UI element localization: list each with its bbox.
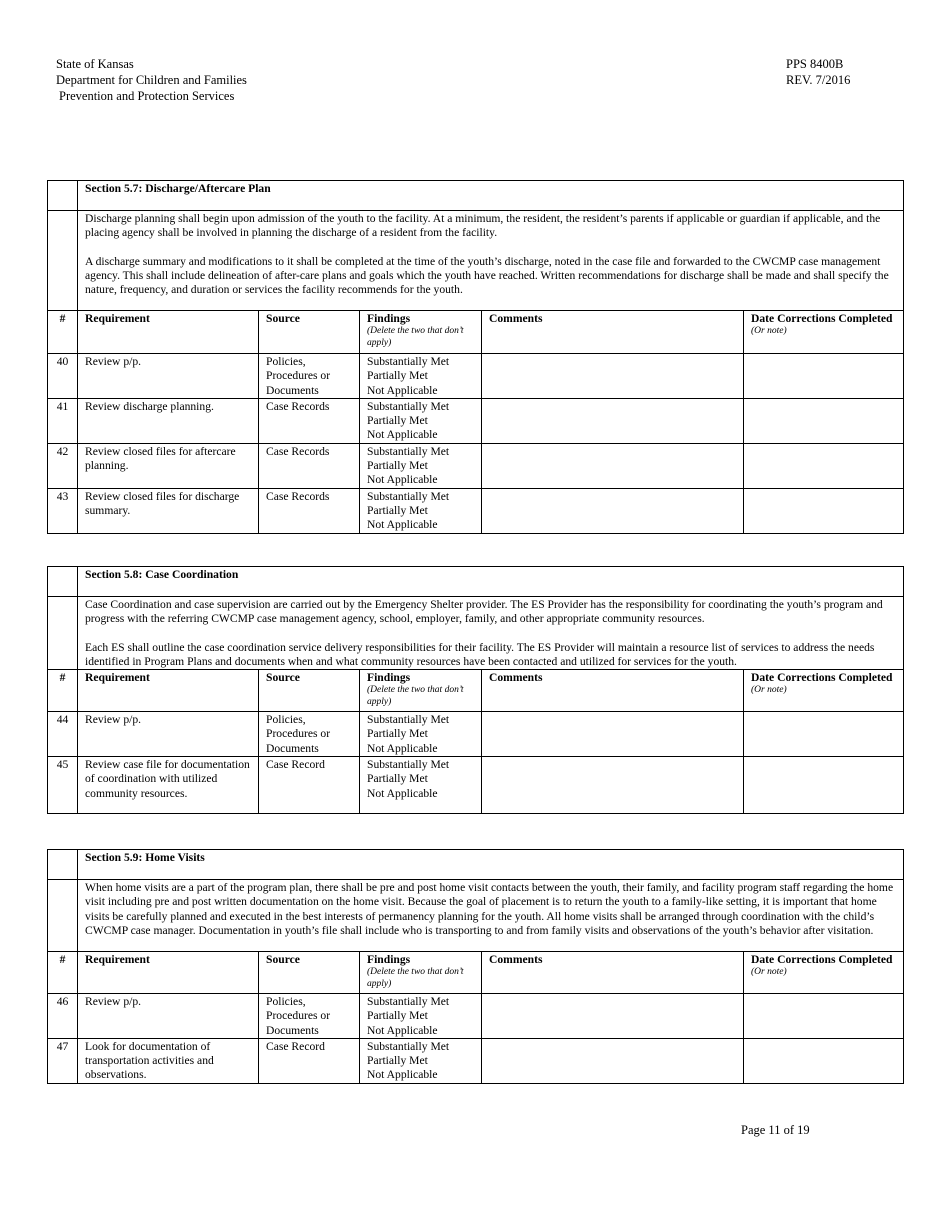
findings-label: Findings: [367, 312, 411, 325]
row-findings: [360, 443, 482, 488]
row-date-corrections[interactable]: [744, 488, 904, 533]
row-requirement: Review p/p.: [78, 712, 259, 757]
description-paragraph: When home visits are a part of the program plan, there shall be pre and post home visit contacts between the youth, their family, and facility program staff regarding the home visit including pre and post written documentation on the home visit. Because the goal of placement is to return the youth to a family-like setting, it is important that home visits be carefully planned and executed in the best interests of permanency planning for the youth. All home visits shall be arranged through coordination with the child’s CWCMP case manager. Documentation in youth’s file shall include who is transporting to and from family visits and observations of the youth’s behavior after visitation.: [85, 881, 894, 937]
row-requirement: Review p/p.: [78, 354, 259, 399]
col-findings-header: [360, 952, 482, 994]
table-row: [48, 712, 904, 757]
row-number: 46: [48, 994, 78, 1039]
col-source-header: Source: [259, 670, 360, 712]
row-findings: [360, 757, 482, 814]
col-requirement-header: Requirement: [78, 952, 259, 994]
section-number-cell: [48, 850, 78, 880]
row-comments[interactable]: [482, 398, 744, 443]
row-source: Case Record: [259, 757, 360, 814]
finding-partially-met: Partially Met: [367, 1009, 428, 1023]
date-note: (Or note): [751, 685, 787, 696]
row-number: 47: [48, 1038, 78, 1083]
finding-partially-met: Partially Met: [367, 459, 428, 473]
finding-partially-met: Partially Met: [367, 772, 428, 786]
row-findings: [360, 994, 482, 1039]
finding-substantially-met: Substantially Met: [367, 1039, 450, 1053]
table-row: [48, 443, 904, 488]
finding-not-applicable: Not Applicable: [367, 1068, 438, 1082]
finding-substantially-met: Substantially Met: [367, 399, 450, 413]
row-date-corrections[interactable]: [744, 398, 904, 443]
col-source-header: Source: [259, 952, 360, 994]
table-row: [48, 488, 904, 533]
section-title: Section 5.7: Discharge/Aftercare Plan: [78, 181, 904, 211]
section-number-cell: [48, 211, 78, 311]
finding-partially-met: Partially Met: [367, 414, 428, 428]
row-source: Case Records: [259, 443, 360, 488]
row-date-corrections[interactable]: [744, 712, 904, 757]
col-num-header: #: [48, 670, 78, 712]
date-label: Date Corrections Completed: [751, 953, 893, 966]
finding-partially-met: Partially Met: [367, 727, 428, 741]
col-source-header: Source: [259, 311, 360, 354]
col-num-header: #: [48, 952, 78, 994]
row-requirement: Review closed files for discharge summary.: [78, 488, 259, 533]
finding-substantially-met: Substantially Met: [367, 713, 450, 727]
row-comments[interactable]: [482, 994, 744, 1039]
row-source: Case Records: [259, 488, 360, 533]
section-title: Section 5.8: Case Coordination: [78, 567, 904, 597]
row-requirement: Review p/p.: [78, 994, 259, 1039]
form-number: PPS 8400B: [786, 57, 844, 71]
findings-note: (Delete the two that don’t apply): [367, 326, 464, 348]
table-row: [48, 398, 904, 443]
findings-label: Findings: [367, 671, 411, 685]
row-findings: [360, 712, 482, 757]
finding-not-applicable: Not Applicable: [367, 786, 438, 800]
column-header-row: [48, 311, 904, 354]
row-number: 40: [48, 354, 78, 399]
header-state: State of Kansas: [56, 57, 134, 71]
col-date-header: [744, 952, 904, 994]
findings-label: Findings: [367, 953, 411, 966]
header-division: Prevention and Protection Services: [59, 89, 235, 103]
row-number: 44: [48, 712, 78, 757]
row-comments[interactable]: [482, 488, 744, 533]
row-date-corrections[interactable]: [744, 354, 904, 399]
finding-partially-met: Partially Met: [367, 1054, 428, 1068]
date-label: Date Corrections Completed: [751, 671, 893, 685]
row-requirement: Review discharge planning.: [78, 398, 259, 443]
section-number-cell: [48, 567, 78, 597]
finding-partially-met: Partially Met: [367, 369, 428, 383]
description-paragraph: Case Coordination and case supervision are carried out by the Emergency Shelter provider. The ES Provider has the responsibility for coordinating the youth’s program and progress with the referring CWCMP case management agency, school, employer, family, and other appropriate community resources.: [85, 598, 883, 626]
finding-not-applicable: Not Applicable: [367, 383, 438, 397]
finding-not-applicable: Not Applicable: [367, 473, 438, 487]
row-source: Policies, Procedures or Documents: [259, 354, 360, 399]
row-findings: [360, 354, 482, 399]
column-header-row: [48, 670, 904, 712]
section-number-cell: [48, 597, 78, 670]
page-number: Page 11 of 19: [741, 1123, 810, 1137]
row-date-corrections[interactable]: [744, 443, 904, 488]
col-findings-header: [360, 670, 482, 712]
date-note: (Or note): [751, 967, 787, 978]
header-department: Department for Children and Families: [56, 73, 247, 87]
row-date-corrections[interactable]: [744, 757, 904, 814]
section-description: [78, 597, 904, 670]
form-revision: REV. 7/2016: [786, 73, 851, 87]
column-header-row: [48, 952, 904, 994]
finding-substantially-met: Substantially Met: [367, 444, 450, 458]
col-date-header: [744, 670, 904, 712]
finding-substantially-met: Substantially Met: [367, 758, 450, 772]
table-row: [48, 354, 904, 399]
row-comments[interactable]: [482, 443, 744, 488]
section-title: Section 5.9: Home Visits: [78, 850, 904, 880]
section-description: [78, 211, 904, 311]
col-findings-header: [360, 311, 482, 354]
row-source: Case Record: [259, 1038, 360, 1083]
row-source: Policies, Procedures or Documents: [259, 994, 360, 1039]
finding-substantially-met: Substantially Met: [367, 355, 450, 368]
row-comments[interactable]: [482, 354, 744, 399]
description-paragraph: Discharge planning shall begin upon admission of the youth to the facility. At a minimum, the resident, the resident’s parents if applicable or guardian if applicable, and the placing agency shall be involved in planning the discharge of a resident from the facility.: [85, 212, 881, 240]
section-5-9-table: [47, 849, 904, 1084]
section-5-7-table: [47, 180, 904, 534]
row-number: 42: [48, 443, 78, 488]
finding-not-applicable: Not Applicable: [367, 428, 438, 442]
date-label: Date Corrections Completed: [751, 312, 893, 325]
row-comments[interactable]: [482, 757, 744, 814]
date-note: (Or note): [751, 326, 787, 337]
col-date-header: [744, 311, 904, 354]
row-findings: [360, 1038, 482, 1083]
description-paragraph: Each ES shall outline the case coordination service delivery responsibilities for their facility. The ES Provider will maintain a resource list of services to address the needs identified in Program Plans and documents when and what community resources have been contacted and utilized for services for the youth.: [85, 640, 875, 668]
table-row: [48, 757, 904, 814]
row-requirement: Review closed files for aftercare planning.: [78, 443, 259, 488]
row-date-corrections[interactable]: [744, 994, 904, 1039]
findings-note: (Delete the two that don’t apply): [367, 967, 464, 989]
table-row: [48, 1038, 904, 1083]
row-number: 43: [48, 488, 78, 533]
col-comments-header: Comments: [482, 952, 744, 994]
row-requirement: Review case file for documentation of coordination with utilized community resources.: [78, 757, 259, 814]
row-comments[interactable]: [482, 1038, 744, 1083]
row-comments[interactable]: [482, 712, 744, 757]
findings-note: (Delete the two that don’t apply): [367, 685, 464, 707]
finding-partially-met: Partially Met: [367, 503, 428, 517]
finding-not-applicable: Not Applicable: [367, 1023, 438, 1037]
finding-not-applicable: Not Applicable: [367, 741, 438, 755]
row-findings: [360, 398, 482, 443]
row-findings: [360, 488, 482, 533]
col-comments-header: Comments: [482, 311, 744, 354]
description-paragraph: A discharge summary and modifications to it shall be completed at the time of the youth’s discharge, noted in the case file and forwarded to the CWCMP case management agency. This shall include delineation of after-care plans and goals which the youth have reached. Written recommendations for discharge shall be made and shall specify the nature, frequency, and duration or services the facility recommends for the youth.: [85, 254, 889, 297]
col-comments-header: Comments: [482, 670, 744, 712]
section-number-cell: [48, 181, 78, 211]
col-num-header: #: [48, 311, 78, 354]
row-number: 45: [48, 757, 78, 814]
row-number: 41: [48, 398, 78, 443]
col-requirement-header: Requirement: [78, 670, 259, 712]
finding-substantially-met: Substantially Met: [367, 489, 450, 503]
form-id-header: [786, 56, 850, 88]
section-number-cell: [48, 880, 78, 952]
row-date-corrections[interactable]: [744, 1038, 904, 1083]
section-description: [78, 880, 904, 952]
row-source: Case Records: [259, 398, 360, 443]
finding-substantially-met: Substantially Met: [367, 995, 450, 1008]
finding-not-applicable: Not Applicable: [367, 518, 438, 532]
section-5-8-table: [47, 566, 904, 814]
table-row: [48, 994, 904, 1039]
row-source: Policies, Procedures or Documents: [259, 712, 360, 757]
row-requirement: Look for documentation of transportation activities and observations.: [78, 1038, 259, 1083]
col-requirement-header: Requirement: [78, 311, 259, 354]
agency-header: [56, 56, 247, 104]
